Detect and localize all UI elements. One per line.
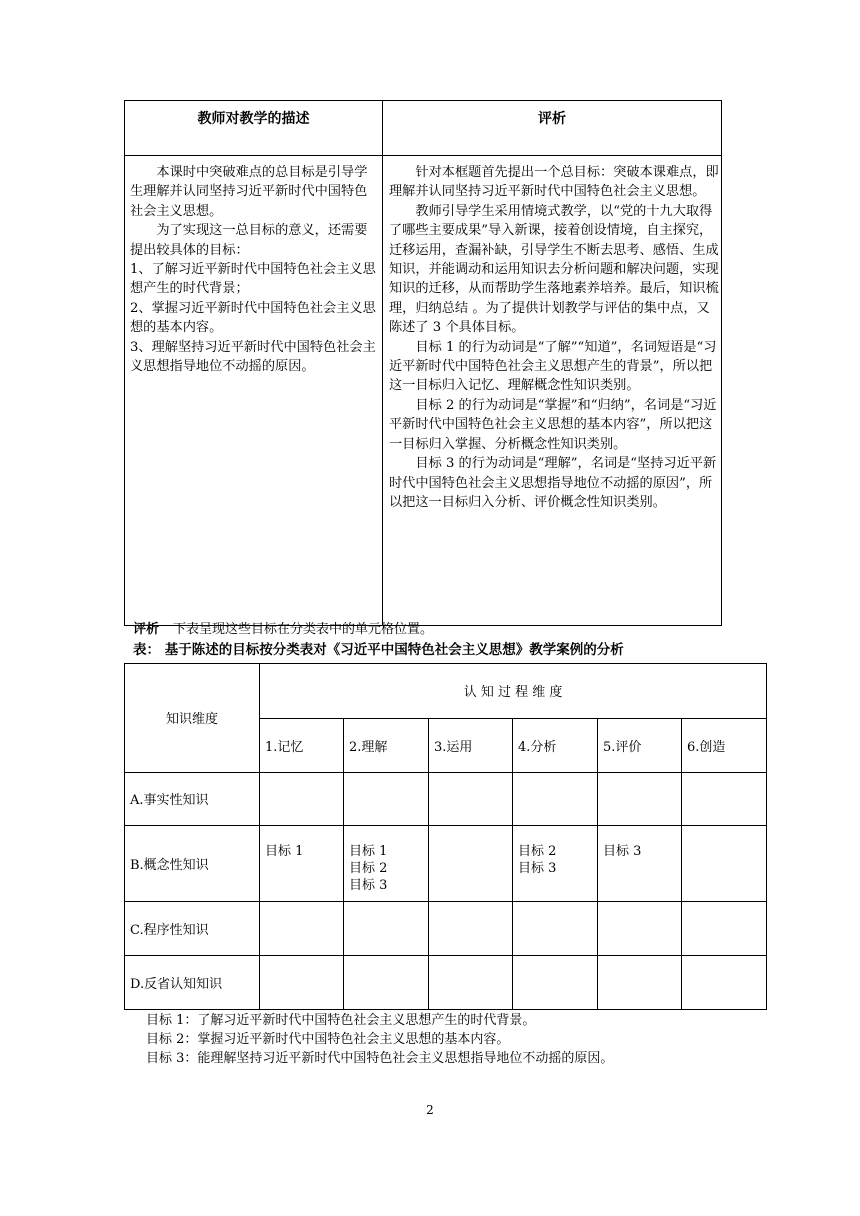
paragraph: 目标 1 的行为动词是“了解”“知道”，名词短语是“习近平新时代中国特色社会主义思想产生的背景”，所以把这一目标归入记忆、理解概念性知识类别。 (389, 339, 717, 394)
paragraph: 为了实现这一总目标的意义，还需要提出较具体的目标： (130, 223, 368, 258)
cognitive-column-header: 3.运用 (429, 718, 513, 772)
table-cell (513, 956, 598, 1010)
paragraph: 目标 3 的行为动词是“理解”，名词是“坚持习近平新时代中国特色社会主义思想指导地位不动摇的原因”，所以把这一目标归入分析、评价概念性知识类别。 (389, 456, 717, 510)
table-cell (682, 772, 767, 826)
table-cell (513, 826, 598, 902)
caption-label: 评析 (133, 622, 160, 637)
goal-tag: 目标 2 (349, 861, 388, 877)
table-cell (429, 902, 513, 956)
goal-notes (146, 1011, 613, 1068)
table-cell (598, 772, 682, 826)
table-cell (598, 956, 682, 1010)
goal-note: 目标 1：了解习近平新时代中国特色社会主义思想产生的时代背景。 (146, 1013, 536, 1028)
knowledge-row-label: C.程序性知识 (125, 902, 260, 956)
table-row (125, 956, 767, 1010)
cognitive-column-header: 1.记忆 (260, 718, 344, 772)
paragraph: 3、理解坚持习近平新时代中国特色社会主义思想指导地位不动摇的原因。 (130, 339, 376, 375)
paragraph: 针对本框题首先提出一个总目标：突破本课难点，即理解并认同坚持习近平新时代中国特色社会主义思想。 (389, 165, 719, 200)
goal-tag: 目标 1 (349, 844, 388, 860)
table-cell (260, 772, 344, 826)
goal-tag: 目标 3 (603, 844, 642, 860)
knowledge-dimension-header: 知识维度 (125, 664, 260, 773)
paragraph: 2、掌握习近平新时代中国特色社会主义思想的基本内容。 (130, 300, 376, 336)
table-cell (429, 826, 513, 902)
table-cell (682, 956, 767, 1010)
goal-tag: 目标 2 (518, 844, 557, 860)
cognitive-column-header: 5.评价 (598, 718, 682, 772)
goal-note: 目标 2：掌握习近平新时代中国特色社会主义思想的基本内容。 (146, 1032, 510, 1047)
analysis-caption (133, 622, 433, 638)
cognitive-column-header: 4.分析 (513, 718, 598, 772)
table-cell (260, 902, 344, 956)
taxonomy-table (124, 663, 766, 1010)
table-cell (682, 902, 767, 956)
cognitive-column-header: 6.创造 (682, 718, 767, 772)
knowledge-row-label: A.事实性知识 (125, 772, 260, 826)
caption-text: 下表呈现这些目标在分类表中的单元格位置。 (173, 622, 434, 637)
paragraph: 教师引导学生采用情境式教学，以“党的十九大取得了哪些主要成果”导入新课，接着创设情境，自主探究，迁移运用，查漏补缺，引导学生不断去思考、感悟、生成知识，并能调动和运用知识去分析问题和解决问题，实现知识的迁移，从而帮助学生落地素养培养。最后，知识梳理，归纳总结 。为了提供计划教学与评估的集中点，又陈述了 3 个具体目标。 (389, 203, 719, 336)
analysis-text (389, 163, 719, 512)
table-cell (598, 902, 682, 956)
table-cell (429, 956, 513, 1010)
cognitive-column-header: 2.理解 (344, 718, 429, 772)
table-cell (344, 826, 429, 902)
knowledge-row-label: B.概念性知识 (125, 826, 260, 902)
table-cell (682, 826, 767, 902)
header-divider (125, 155, 721, 156)
table-cell (513, 902, 598, 956)
table-row (125, 826, 767, 902)
table-cell (344, 902, 429, 956)
header-analysis: 评析 (538, 111, 566, 127)
table-row (125, 772, 767, 826)
knowledge-row-label: D.反省认知知识 (125, 956, 260, 1010)
page-number: 2 (426, 1103, 434, 1117)
table-caption: 表： 基于陈述的目标按分类表对《习近平中国特色社会主义思想》教学案例的分析 (133, 642, 624, 658)
goal-tag: 目标 1 (265, 844, 304, 860)
table-cell (429, 772, 513, 826)
analysis-table (124, 100, 722, 626)
table-cell (260, 826, 344, 902)
table-cell (513, 772, 598, 826)
paragraph: 1、了解习近平新时代中国特色社会主义思想产生的时代背景； (130, 262, 376, 297)
paragraph: 目标 2 的行为动词是“掌握”和“归纳”，名词是“习近平新时代中国特色社会主义思想的基本内容”，所以把这一目标归入掌握、分析概念性知识类别。 (389, 397, 717, 452)
table-cell (344, 772, 429, 826)
table-cell (598, 826, 682, 902)
table-cell (260, 956, 344, 1010)
cognitive-process-header: 认 知 过 程 维 度 (260, 664, 767, 719)
table-row (125, 902, 767, 956)
column-divider (382, 101, 383, 625)
goal-tag: 目标 3 (518, 861, 557, 877)
paragraph: 本课时中突破难点的总目标是引导学生理解并认同坚持习近平新时代中国特色社会主义思想。 (130, 165, 368, 219)
goal-tag: 目标 3 (349, 878, 388, 894)
header-teacher-description: 教师对教学的描述 (197, 111, 310, 127)
teacher-description-text (130, 163, 378, 376)
table-cell (344, 956, 429, 1010)
goal-note: 目标 3：能理解坚持习近平新时代中国特色社会主义思想指导地位不动摇的原因。 (146, 1051, 614, 1066)
